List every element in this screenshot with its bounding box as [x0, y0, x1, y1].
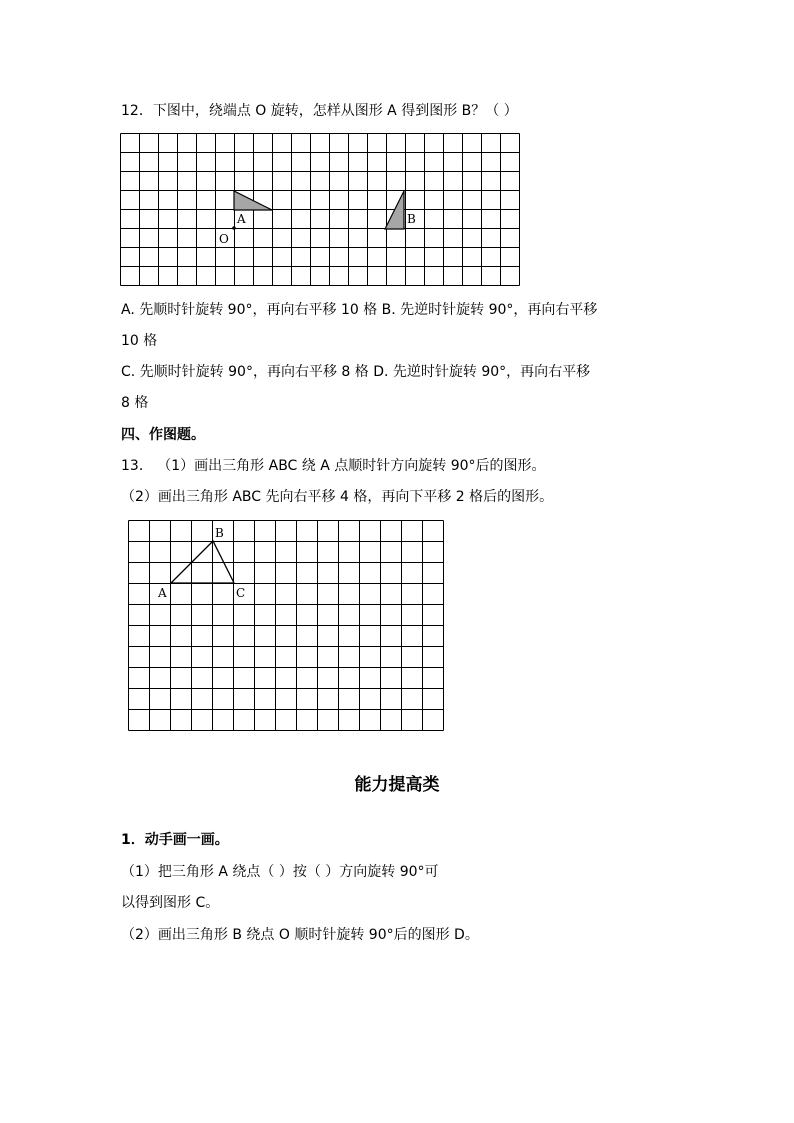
q12-grid	[121, 134, 520, 286]
q12-option-line-1: A. 先顺时针旋转 90°，再向右平移 10 格 B. 先逆时针旋转 90°，再向右平移	[121, 302, 598, 318]
advanced-q1: 1．动手画一画。	[121, 832, 229, 848]
q12-grid-figure	[120, 133, 520, 288]
q13-line-1: 13． （1）画出三角形 ABC 绕 A 点顺时针方向旋转 90°后的图形。	[121, 458, 546, 474]
q12-option-line-3: C. 先顺时针旋转 90°，再向右平移 8 格 D. 先逆时针旋转 90°，再向右平移	[121, 364, 591, 380]
label-b: B	[215, 526, 224, 540]
q13-grid	[129, 521, 444, 731]
advanced-part1-line-2: 以得到图形 C。	[121, 895, 220, 911]
label-a: A	[237, 212, 246, 226]
point-o	[232, 226, 236, 230]
label-o: O	[219, 232, 229, 246]
label-c: C	[236, 586, 246, 600]
advanced-part1-line-1: （1）把三角形 A 绕点（ ）按（ ）方向旋转 90°可	[121, 864, 439, 880]
label-a: A	[158, 586, 167, 600]
q13-line-2: （2）画出三角形 ABC 先向右平移 4 格，再向下平移 2 格后的图形。	[121, 489, 554, 505]
q12-option-line-4: 8 格	[121, 395, 149, 411]
label-b: B	[407, 212, 416, 226]
q12-option-line-2: 10 格	[121, 333, 158, 349]
advanced-title: 能力提高类	[354, 775, 440, 795]
q13-grid-figure	[128, 520, 444, 732]
q12-stem: 12．下图中，绕端点 O 旋转，怎样从图形 A 得到图形 B？（ ）	[121, 103, 518, 119]
section4-heading: 四、作图题。	[121, 427, 205, 443]
advanced-part2: （2）画出三角形 B 绕点 O 顺时针旋转 90°后的图形 D。	[121, 927, 479, 943]
